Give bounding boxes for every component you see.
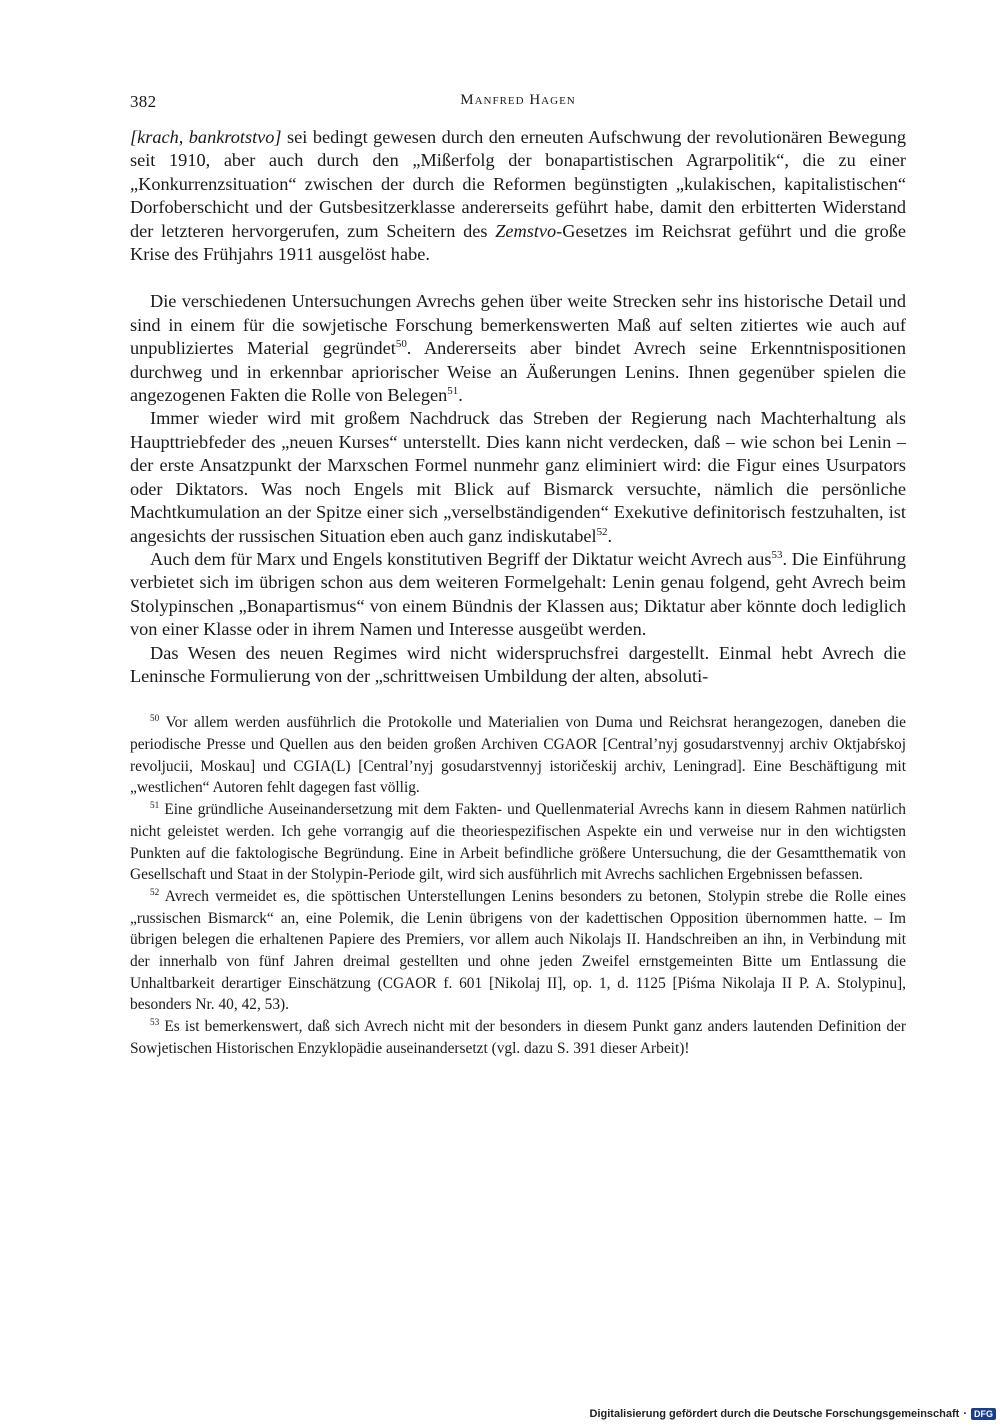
footnotes <box>130 712 906 1059</box>
footnote-number: 51 <box>150 800 160 811</box>
footnote-53: $^{53}$ Es ist bemerkenswert, daß sich Avrech nicht mit der besonders in diesem Punkt ganz anders lautenden Definition der Sowjetischen Historischen Enzyklopädie auseinandersetzt (vgl. dazu S. 391 dieser Arbeit)! <box>130 1017 906 1057</box>
footnote-number: 52 <box>150 886 160 897</box>
footnote-number: 50 <box>150 713 160 724</box>
digitization-credit <box>590 1406 996 1422</box>
italic-term: [krach, bankrotstvo] <box>130 127 282 147</box>
page-number: 382 <box>130 92 157 111</box>
footnote-ref-53[interactable]: 53 <box>771 548 783 561</box>
paragraph-5: Das Wesen des neuen Regimes wird nicht widerspruchsfrei dargestellt. Einmal hebt Avrech die Leninsche Formulierung von der „schrittweisen Umbildung der alten, absoluti- <box>130 642 906 686</box>
footnote-52: $^{52}$ Avrech vermeidet es, die spöttischen Unterstellungen Lenins besonders zu betonen, Stolypin strebe die Rolle eines „russischen Bismarck“ an, eine Polemik, die Lenin übrigens von der kadettischen Opposition übernommen hatte. – Im übrigen belegen die erhaltenen Papiere des Premiers, vor allem auch Nikolajs II. Handschreiben an ihn, in Verbindung mit der innerhalb von fünf Jahren dreimal gestellten und ohne jeden Zweifel ernstgemeinten Bitte um Entlassung die Unhaltbarkeit derartiger Einschätzung (CGAOR f. 601 [Nikolaj II], op. 1, d. 1125 [Piśma Nikolaja II P. A. Stolypinu], besonders Nr. 40, 42, 53). <box>130 886 906 1014</box>
running-head <box>130 92 906 116</box>
running-head-author: Manfred Hagen <box>460 92 576 108</box>
paragraph-1: [krach, bankrotstvo] sei bedingt gewesen durch den erneuten Aufschwung der revolutionären Bewegung seit 1910, aber auch durch den „Mißerfolg der bonapartistischen Agrarpolitik“, die zu einer „Konkurrenzsituation“ zwischen der durch die Reformen begünstigten „kulakischen, kapitalistischen“ Dorfoberschicht und der Gutsbesitzerklasse andererseits geführt habe, damit den erbitterten Widerstand der letzteren hervorgerufen, zum Scheitern des Zemstvo-Gesetzes im Reichsrat geführt und die große Krise des Frühjahrs 1911 ausgelöst habe. <box>130 127 907 265</box>
footnote-ref-51[interactable]: 51 <box>447 384 459 397</box>
footnote-ref-52[interactable]: 52 <box>596 525 608 538</box>
page <box>130 92 906 1060</box>
body-text <box>130 126 906 688</box>
footnote-ref-50[interactable]: 50 <box>395 338 407 351</box>
dfg-logo: DFG <box>971 1408 996 1420</box>
paragraph-2: Die verschiedenen Untersuchungen Avrechs gehen über weite Strecken sehr ins historische Detail und sind in einem für die sowjetische Forschung bemerkenswerten Maß auf selten zitiertes wie auch auf unpubliziertes Material gegründet$^{50}$. Andererseits aber bindet Avrech seine Erkenntnispositionen durchweg und in erkennbar apriorischer Weise an Äußerungen Lenins. Ihnen gegenüber spielen die angezogenen Fakten die Rolle von Belegen$^{51}$. <box>130 291 906 406</box>
footnote-50: $^{50}$ Vor allem werden ausführlich die Protokolle und Materialien von Duma und Reichsrat herangezogen, daneben die periodische Presse und Quellen aus den beiden großen Archiven CGAOR [Central’nyj gosudarstvennyj archiv Oktjabŕskoj revoljucii, Moskau] und CGIA(L) [Central’nyj gosudarstvennyj istoričeskij archiv, Leningrad]. Eine Beschäftigung mit „westlichen“ Autoren fehlt dagegen fast völlig. <box>130 713 906 797</box>
paragraph-3: Immer wieder wird mit großem Nachdruck das Streben der Regierung nach Machterhaltung als Haupttriebfeder des „neuen Kurses“ unterstellt. Dies kann nicht verdecken, daß – wie schon bei Lenin – der erste Ansatzpunkt der Marxschen Formel nunmehr ganz eliminiert wird: die Figur eines Usurpators oder Diktators. Was noch Engels mit Blick auf Bismarck versuchte, nämlich die persönliche Machtkumulation an der Spitze einer sich „verselbständigenden“ Exekutive definitorisch festzuhalten, ist angesichts der russischen Situation eben auch ganz indiskutabel$^{52}$. <box>130 408 906 546</box>
credit-separator: · <box>963 1408 967 1420</box>
footnote-number: 53 <box>150 1017 160 1028</box>
italic-term: Zemstvo <box>495 220 557 241</box>
credit-text: Digitalisierung gefördert durch die Deutsche Forschungsgemeinschaft <box>589 1408 960 1420</box>
footnote-51: $^{51}$ Eine gründliche Auseinandersetzung mit dem Fakten- und Quellenmaterial Avrechs kann in diesem Rahmen natürlich nicht geleistet werden. Ich gehe vorrangig auf die theoriespezifischen Aspekte ein und verweise nur in den wichtigsten Punkten auf die faktologische Begründung. Eine in Arbeit befindliche größere Untersuchung, die der Gesamtthematik von Gesellschaft und Staat in der Stolypin-Periode gilt, wird sich ausführlich mit Avrechs sachlichen Ergebnissen befassen. <box>130 800 906 884</box>
paragraph-4: Auch dem für Marx und Engels konstitutiven Begriff der Diktatur weicht Avrech aus$^{53}$. Die Einführung verbietet sich im übrigen schon aus dem weiteren Formelgehalt: Lenin genau folgend, geht Avrech beim Stolypinschen „Bonapartismus“ von einem Bündnis der Klassen aus; Diktatur aber könnte doch lediglich von einer Klasse oder in ihrem Namen und Interesse ausgeübt werden. <box>130 548 907 640</box>
